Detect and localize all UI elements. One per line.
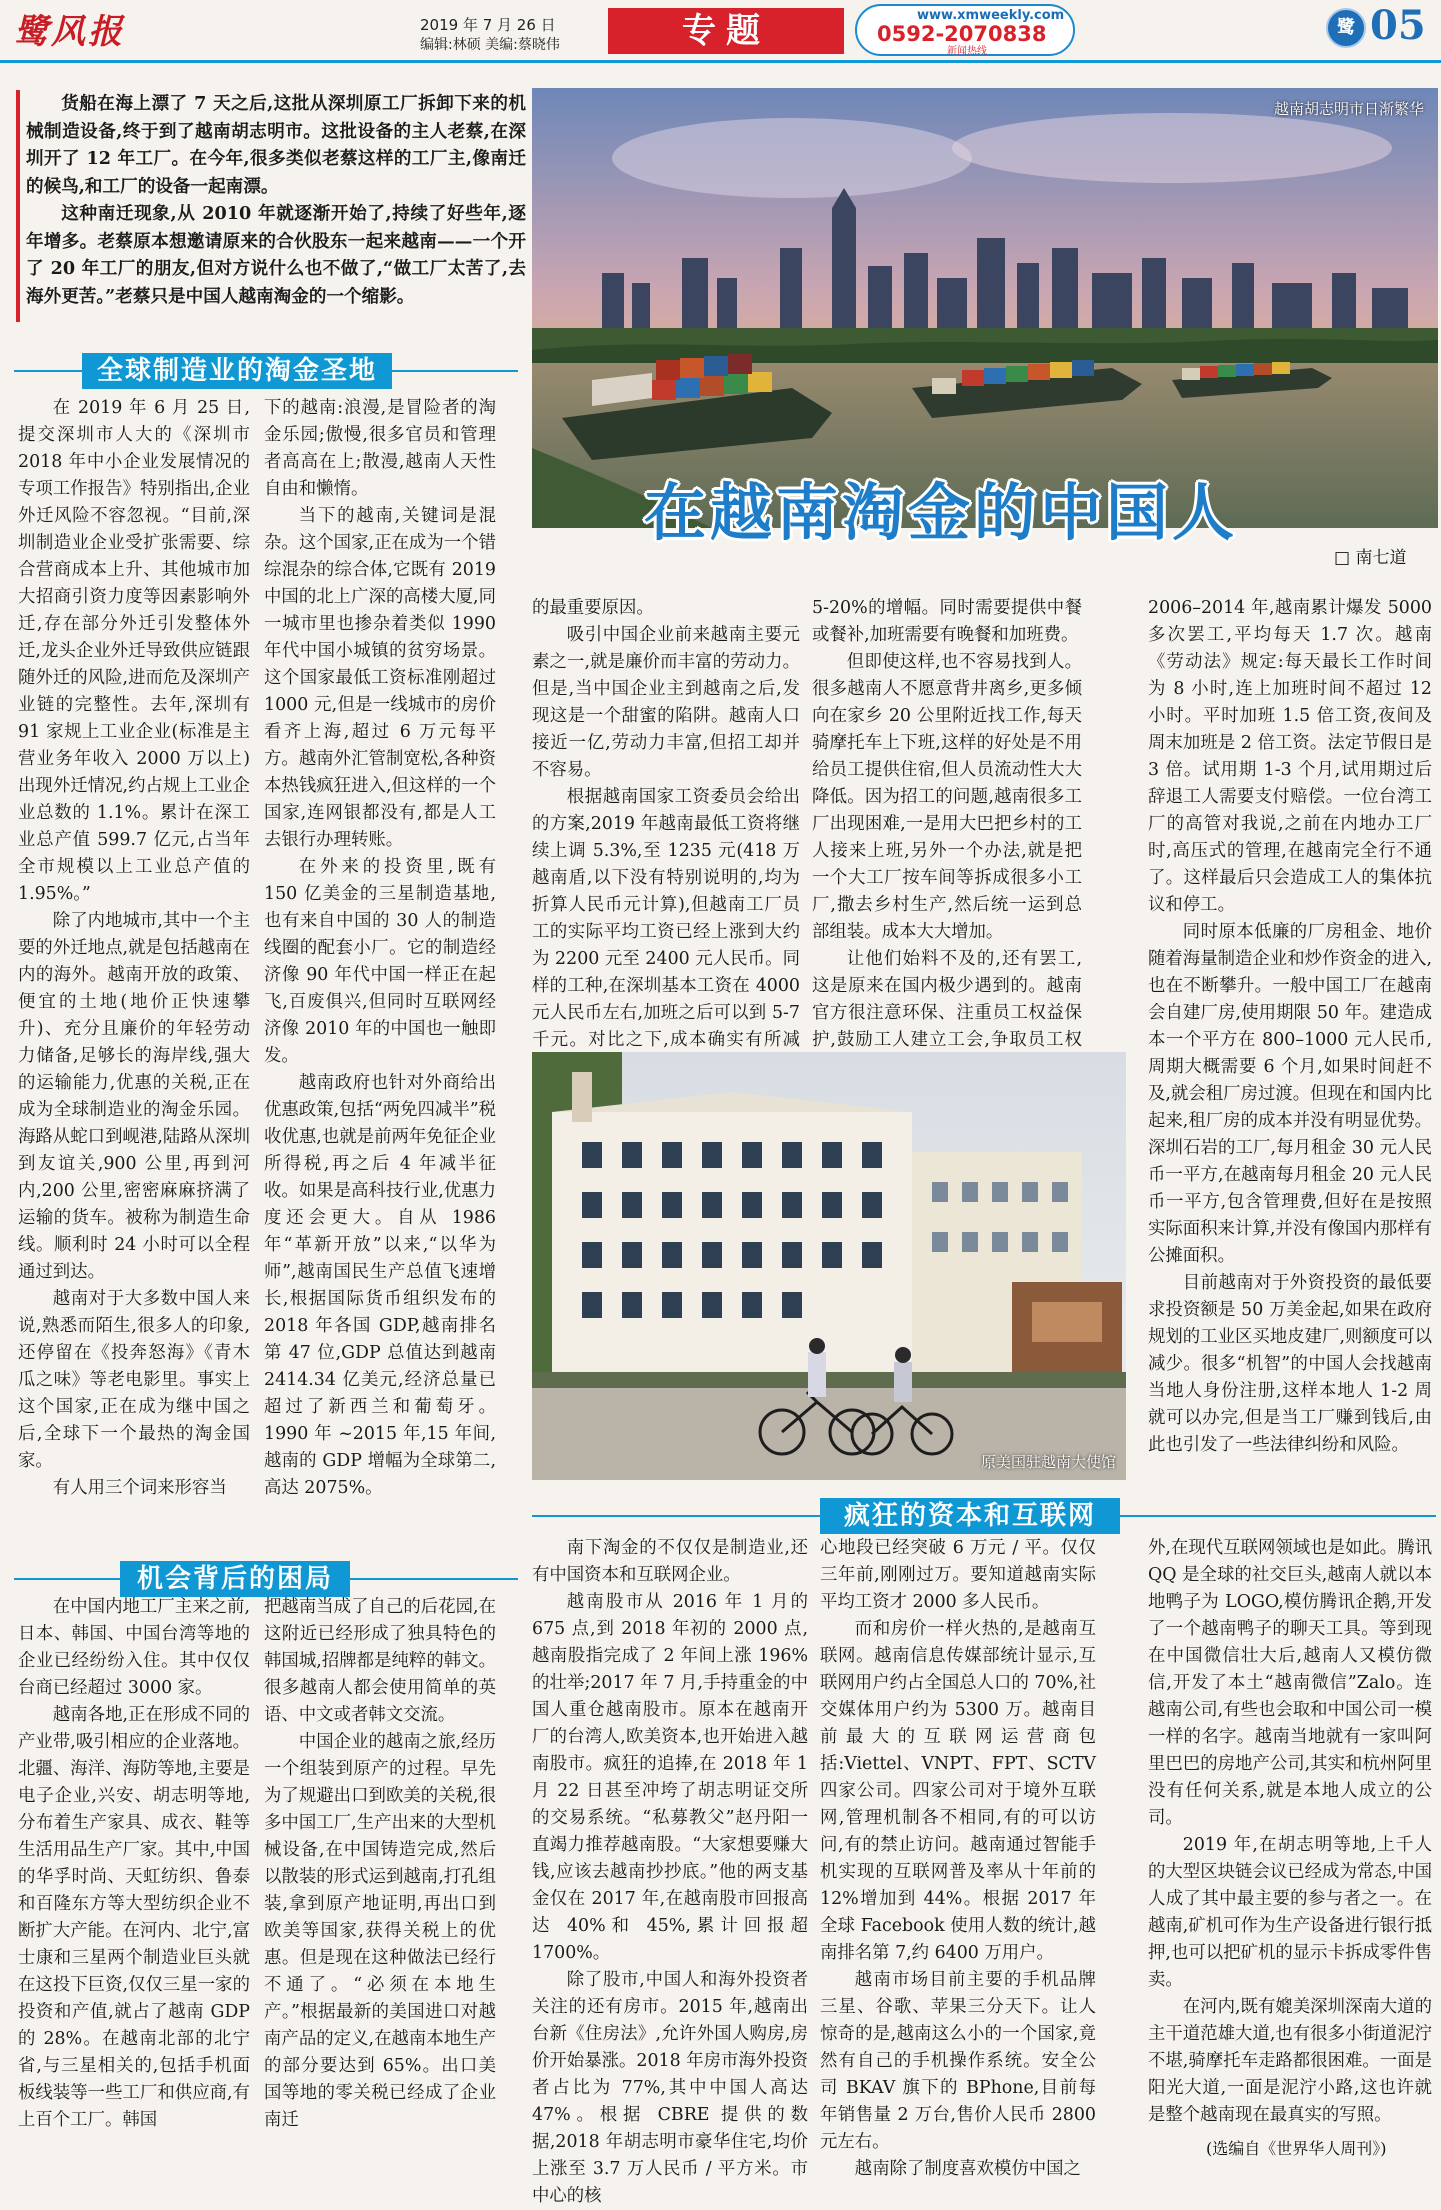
s1c2-para: 当下的越南,关键词是混杂。这个国家,正在成为一个错综混杂的综合体,它既有 2019 中国的北上广深的高楼大厦,同一城市里也掺杂着类似 1990 年代中国小城镇的贫穷场景。这个国家最低工资标准刚超过 1000 元,但是一线城市的房价看齐上海,超过 6 万元每平方。越南外汇管制宽松,各种资本热钱疯狂进入,但这样的一个国家,连网银都没有,都是人工去银行办理转账。 [264,506,496,850]
editors-credit: 编辑:林硕 美编:蔡晓伟 [420,37,560,53]
lead-para: 这种南迁现象,从 2010 年就逐渐开始了,持续了好些年,逐年增多。老蔡原本想邀请原来的合伙股东一起来越南——一个开了 20 年工厂的朋友,但对方说什么也不做了,“做工厂太苦了,去海外更苦。”老蔡只是中国人越南淘金的一个缩影。 [26,203,526,307]
s1-column-2 [264,395,496,1502]
s1c4-para: 让他们始料不及的,还有罢工,这是原来在国内极少遇到的。越南官方很注意环保、注重员工权益保护,鼓励工人建立工会,争取员工权 [812,949,1082,1050]
hotline-label: 新闻热线 [947,46,987,57]
embassy-illustration [532,1052,1126,1480]
s1-column-4 [812,595,1082,1081]
s1-column-3 [532,595,800,1108]
issue-date: 2019 年 7 月 26 日 [420,16,556,34]
s1c5-para: 目前越南对于外资投资的最低要求投资额是 50 万美金起,如果在政府规划的工业区买地皮建厂,则额度可以减少。很多“机智”的中国人会找越南当地人身份注册,这样本地人 1-2 周就可以办完,但是当工厂赚到钱后,由此也引发了一些法律纠纷和风险。 [1148,1273,1432,1455]
s1c3-para: 根据越南国家工资委员会给出的方案,2019 年越南最低工资将继续上调 5.3%,至 1235 元(418 万越南盾,以下没有特别说明的,均为折算人民币元计算),但越南工厂员工的实际平均工资已经上涨到大约为 2200 元至 2400 元人民币。同样的工种,在深圳基本工资在 4000 元人民币左右,加班之后可以到 5-7 千元。对比之下,成本确实有所减 [532,787,800,1050]
masthead-rule [0,60,1441,63]
s3c2-para: 越南市场目前主要的手机品牌三星、谷歌、苹果三分天下。让人惊奇的是,越南这么小的一个国家,竟然有自己的手机操作系统。安全公司 BKAV 旗下的 BPhone,目前每年销售量 2 万台,售价人民币 2800 元左右。 [820,1970,1096,2152]
hotline-box [855,4,1075,56]
skyline-photo-caption: 越南胡志明市日渐繁华 [1273,100,1424,118]
s3c2-para: 心地段已经突破 6 万元 / 平。仅仅三年前,刚刚过万。要知道越南实际平均工资才 2000 多人民币。 [820,1538,1096,1612]
s2c2-para: 中国企业的越南之旅,经历一个组装到原产的过程。早先为了规避出口到欧美的关税,很多中国工厂,生产出来的大型机械设备,在中国铸造完成,然后以散装的形式运到越南,打孔组装,拿到原产地证明,再出口到欧美等国家,获得关税上的优惠。但是现在这种做法已经行不通了。“必须在本地生产。”根据最新的美国进口对越南产品的定义,在越南本地生产的部分要达到 65%。出口美国等地的零关税已经成了企业南迁 [264,1732,496,2130]
hotline-number: 0592-2070838 [877,22,1047,46]
s2-column-2 [264,1594,496,2134]
s3-column-1 [532,1535,808,2210]
s3c3-para: 外,在现代互联网领域也是如此。腾讯 QQ 是全球的社交巨头,越南人就以本地鸭子为 LOGO,模仿腾讯企鹅,开发了一个越南鸭子的聊天工具。等到现在中国微信壮大后,越南人又模仿微信,开发了本土“越南微信”Zalo。连越南公司,有些也会取和中国公司一模一样的名字。越南当地就有一家叫阿里巴巴的房地产公司,其实和杭州阿里没有任何关系,就是本地人成立的公司。 [1148,1538,1432,1828]
s2-column-1 [18,1594,250,2134]
s1c4-para: 5-20%的增幅。同时需要提供中餐或餐补,加班需要有晚餐和加班费。 [812,598,1082,645]
s1-column-5 [1148,595,1432,1459]
byline: □ 南七道 [1334,548,1407,568]
s3-column-2 [820,1535,1096,2183]
s1c3-para: 的最重要原因。 [532,598,654,618]
s3c2-para: 而和房价一样火热的,是越南互联网。越南信息传媒部统计显示,互联网用户约占全国总人口的 70%,社交媒体用户约为 5300 万。越南目前最大的互联网运营商包括:Viettel、VNPT、FPT、SCTV 四家公司。四家公司对于境外互联网,管理机制各不相同,有的可以访问,有的禁止访问。越南通过智能手机实现的互联网普及率从十年前的 12%增加到 44%。根据 2017 年全球 Facebook 使用人数的统计,越南排名第 7,约 6400 万用户。 [820,1619,1096,1963]
s1-column-1 [18,395,250,1502]
s2c1-para: 在中国内地工厂主来之前,日本、韩国、中国台湾等地的企业已经纷纷入住。其中仅仅台商已经超过 3000 家。 [18,1597,250,1698]
page-badge-icon [1326,8,1366,48]
s3c3-para: 2019 年,在胡志明等地,上千人的大型区块链会议已经成为常态,中国人成了其中最主要的参与者之一。在越南,矿机可作为生产设备进行银行抵押,也可以把矿机的显示卡拆成零件售卖。 [1148,1835,1432,1990]
newspaper-logo: 鹭风报 [14,12,125,52]
main-title: 在越南淘金的中国人 [644,476,1239,549]
s1c2-para: 下的越南:浪漫,是冒险者的淘金乐园;傲慢,很多官员和管理者高高在上;散漫,越南人天性自由和懒惰。 [264,398,496,499]
skyline-photo [532,88,1438,528]
embassy-photo [532,1052,1126,1480]
source-note: (选编自《世界华人周刊》) [1206,2139,1387,2158]
lead-para: 货船在海上漂了 7 天之后,这批从深圳原工厂拆卸下来的机械制造设备,终于到了越南胡志明市。这批设备的主人老蔡,在深圳开了 12 年工厂。在今年,很多类似老蔡这样的工厂主,像南迁的候鸟,和工厂的设备一起南漂。 [26,93,526,197]
section-heading-3: 疯狂的资本和互联网 [820,1498,1120,1534]
s3c3-para: 在河内,既有媲美深圳深南大道的主干道范雄大道,也有很多小街道泥泞不堪,骑摩托车走路都很困难。一面是阳光大道,一面是泥泞小路,这也许就是整个越南现在最真实的写照。 [1148,1997,1432,2125]
s1c5-para: 2006–2014 年,越南累计爆发 5000 多次罢工,平均每天 1.7 次。越南《劳动法》规定:每天最长工作时间为 8 小时,连上加班时间不超过 12 小时。平时加班 1.5 倍工资,夜间及周末加班是 2 倍工资。法定节假日是 3 倍。试用期 1-3 个月,试用期过后辞退工人需要支付赔偿。一位台湾工厂的高管对我说,之前在内地办工厂时,高压式的管理,在越南完全行不通了。这样最后只会造成工人的集体抗议和停工。 [1148,598,1432,915]
s2c2-para: 把越南当成了自己的后花园,在这附近已经形成了独具特色的韩国城,招牌都是纯粹的韩文。很多越南人都会使用简单的英语、中文或者韩文交流。 [264,1597,496,1725]
section-heading-1: 全球制造业的淘金圣地 [82,353,392,389]
s1c1-para: 有人用三个词来形容当 [52,1478,227,1498]
s1c2-para: 在外来的投资里,既有 150 亿美金的三星制造基地,也有来自中国的 30 人的制造线圈的配套小厂。它的制造经济像 90 年代中国一样正在起飞,百废俱兴,但同时互联网经济像 2010 年的中国也一触即发。 [264,857,496,1066]
s1c3-para: 吸引中国企业前来越南主要元素之一,就是廉价而丰富的劳动力。但是,当中国企业主到越南之后,发现这是一个甜蜜的陷阱。越南人口接近一亿,劳动力丰富,但招工却并不容易。 [532,625,800,780]
skyline-illustration [532,88,1438,528]
s1c2-para: 越南政府也针对外商给出优惠政策,包括“两免四减半”税收优惠,也就是前两年免征企业所得税,再之后 4 年减半征收。如果是高科技行业,优惠力度还会更大。自从 1986 年“革新开放”以来,“以华为师”,越南国民生产总值飞速增长,根据国际货币组织发布的 2018 年各国 GDP,越南排名第 47 位,GDP 总值达到越南 2414.34 亿美元,经济总量已超过了新西兰和葡萄牙。1990 年 ~2015 年,15 年间,越南的 GDP 增幅为全球第二,高达 2075%。 [264,1073,496,1498]
s3c2-para: 越南除了制度喜欢模仿中国之 [854,2159,1081,2179]
page-badge-label: 鹭 [1337,17,1355,38]
website-url: www.xmweekly.com [917,8,1065,23]
s1c1-para: 越南对于大多数中国人来说,熟悉而陌生,很多人的印象,还停留在《投奔怒海》《青木瓜之味》等老电影里。事实上这个国家,正在成为继中国之后,全球下一个最热的淘金国家。 [18,1289,250,1471]
section-tag [608,8,844,54]
s2c1-para: 越南各地,正在形成不同的产业带,吸引相应的企业落地。北疆、海洋、海防等地,主要是电子企业,兴安、胡志明等地,分布着生产家具、成衣、鞋等生活用品生产厂家。其中,中国的华孚时尚、天虹纺织、鲁泰和百隆东方等大型纺织企业不断扩大产能。在河内、北宁,富士康和三星两个制造业巨头就在这投下巨资,仅仅三星一家的投资和产值,就占了越南 GDP 的 28%。在越南北部的北宁省,与三星相关的,包括手机面板线装等一些工厂和供应商,有上百个工厂。韩国 [18,1705,250,2130]
s3c1-para: 除了股市,中国人和海外投资者关注的还有房市。2015 年,越南出台新《住房法》,允许外国人购房,房价开始暴涨。2018 年房市海外投资者占比为 77%,其中中国人高达 47%。根据 CBRE 提供的数据,2018 年胡志明市豪华住宅,均价上涨至 3.7 万人民币 / 平方米。市中心的核 [532,1970,808,2206]
section-heading-2: 机会背后的困局 [120,1561,350,1597]
s1c4-para: 但即使这样,也不容易找到人。很多越南人不愿意背井离乡,更多倾向在家乡 20 公里附近找工作,每天骑摩托车上下班,这样的好处是不用给员工提供住宿,但人员流动性大大降低。因为招工的问题,越南很多工厂出现困难,一是用大巴把乡村的工人接来上班,另外一个办法,就是把一个大工厂按车间等拆成很多小工厂,撒去乡村生产,然后统一运到总部组装。成本大大增加。 [812,652,1082,942]
s1c1-para: 在 2019 年 6 月 25 日,提交深圳市人大的《深圳市 2018 年中小企业发展情况的专项工作报告》特别指出,企业外迁风险不容忽视。“目前,深圳制造业企业受扩张需要、综合营商成本上升、其他城市加大招商引资力度等因素影响外迁,存在部分外迁引发整体外迁,龙头企业外迁导致供应链跟随外迁的风险,进而危及深圳产业链的完整性。去年,深圳有 91 家规上工业企业(标准是主营业务年收入 2000 万以上)出现外迁情况,约占规上工业企业总数的 1.1%。累计在深工业总产值 599.7 亿元,占当年全市规模以上工业总产值的 1.95%。” [18,398,250,904]
s1c1-para: 除了内地城市,其中一个主要的外迁地点,就是包括越南在内的海外。越南开放的政策、便宜的土地(地价正快速攀升)、充分且廉价的年轻劳动力储备,足够长的海岸线,强大的运输能力,优惠的关税,正在成为全球制造业的淘金乐园。海路从蛇口到岘港,陆路从深圳到友谊关,900 公里,再到河内,200 公里,密密麻麻挤满了运输的货车。被称为制造生命线。顺利时 24 小时可以全程通过到达。 [18,911,250,1282]
section-tag-label: 专题 [611,11,841,51]
lead-text [26,90,526,310]
s3c1-para: 南下淘金的不仅仅是制造业,还有中国资本和互联网企业。 [532,1538,808,1585]
page-number: 05 [1370,2,1426,49]
s3c1-para: 越南股市从 2016 年 1 月的 675 点,到 2018 年初的 2000 点,越南股指完成了 2 年间上涨 196%的壮举;2017 年 7 月,手持重金的中国人重仓越南股市。原本在越南开厂的台湾人,欧美资本,也开始进入越南股市。疯狂的追捧,在 2018 年 1 月 22 日甚至冲垮了胡志明证交所的交易系统。“私募教父”赵丹阳一直竭力推荐越南股。“大家想要赚大钱,应该去越南抄抄底。”他的两支基金仅在 2017 年,在越南股市回报高达 40%和 45%,累计回报超 1700%。 [532,1592,808,1963]
masthead [0,0,1441,60]
embassy-photo-caption: 原美国驻越南大使馆 [980,1453,1116,1471]
lead-red-bar [16,90,20,322]
s3-column-3 [1148,1535,1432,2129]
s1c5-para: 同时原本低廉的厂房租金、地价随着海量制造企业和炒作资金的进入,也在不断攀升。一般中国工厂在越南会自建厂房,使用期限 50 年。建造成本一个平方在 800–1000 元人民币,周期大概需要 6 个月,如果时间赶不及,就会租厂房过渡。但现在和国内比起来,租厂房的成本并没有明显优势。深圳石岩的工厂,每月租金 30 元人民币一平方,在越南每月租金 20 元人民币一平方,包含管理费,但好在是按照实际面积来计算,并没有像国内那样有公摊面积。 [1148,922,1432,1266]
